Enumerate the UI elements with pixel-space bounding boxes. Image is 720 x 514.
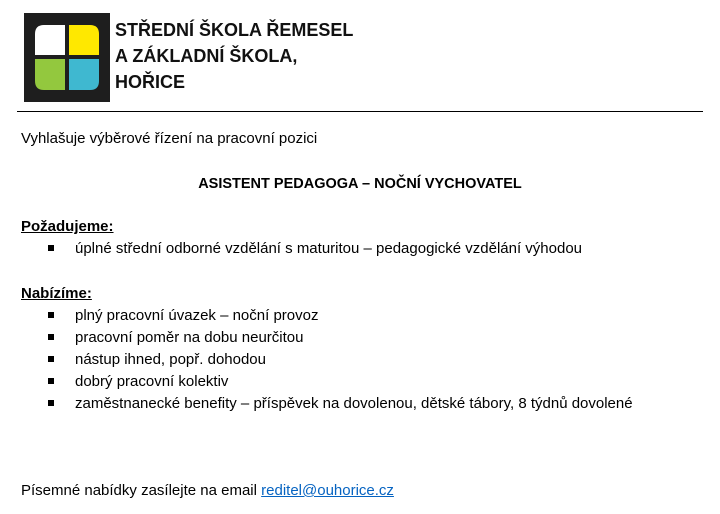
list-item bbox=[45, 349, 633, 371]
square-bullet-icon bbox=[48, 400, 54, 406]
list-item bbox=[45, 238, 582, 260]
school-name bbox=[115, 17, 353, 95]
contact-text: Písemné nabídky zasílejte na email bbox=[21, 482, 257, 499]
header-divider bbox=[17, 111, 703, 112]
email-link[interactable]: reditel@ouhorice.cz bbox=[261, 482, 394, 499]
square-bullet-icon bbox=[48, 334, 54, 340]
list-item bbox=[45, 305, 633, 327]
offer-list bbox=[45, 305, 633, 415]
list-item bbox=[45, 393, 633, 415]
list-item bbox=[45, 371, 633, 393]
offer-heading: Nabízíme: bbox=[21, 285, 92, 302]
list-item-text: pracovní poměr na dobu neurčitou bbox=[75, 329, 304, 346]
list-item-text: nástup ihned, popř. dohodou bbox=[75, 351, 266, 368]
list-item-text: plný pracovní úvazek – noční provoz bbox=[75, 307, 319, 324]
requirements-heading: Požadujeme: bbox=[21, 218, 114, 235]
requirements-list bbox=[45, 238, 582, 260]
school-logo-icon bbox=[24, 13, 110, 102]
square-bullet-icon bbox=[48, 378, 54, 384]
list-item-text: dobrý pracovní kolektiv bbox=[75, 373, 229, 390]
square-bullet-icon bbox=[48, 245, 54, 251]
school-name-line: A ZÁKLADNÍ ŠKOLA, bbox=[115, 46, 298, 66]
intro-text: Vyhlašuje výběrové řízení na pracovní pozici bbox=[21, 130, 318, 147]
contact-line bbox=[21, 481, 394, 501]
square-bullet-icon bbox=[48, 312, 54, 318]
list-item bbox=[45, 327, 633, 349]
school-name-line: HOŘICE bbox=[115, 72, 186, 92]
list-item-text: úplné střední odborné vzdělání s maturitou – pedagogické vzdělání výhodou bbox=[75, 240, 583, 257]
list-item-text: zaměstnanecké benefity – příspěvek na dovolenou, dětské tábory, 8 týdnů dovolené bbox=[75, 395, 633, 412]
school-name-line: STŘEDNÍ ŠKOLA ŘEMESEL bbox=[115, 20, 354, 40]
position-title: ASISTENT PEDAGOGA – NOČNÍ VYCHOVATEL bbox=[198, 176, 522, 192]
square-bullet-icon bbox=[48, 356, 54, 362]
